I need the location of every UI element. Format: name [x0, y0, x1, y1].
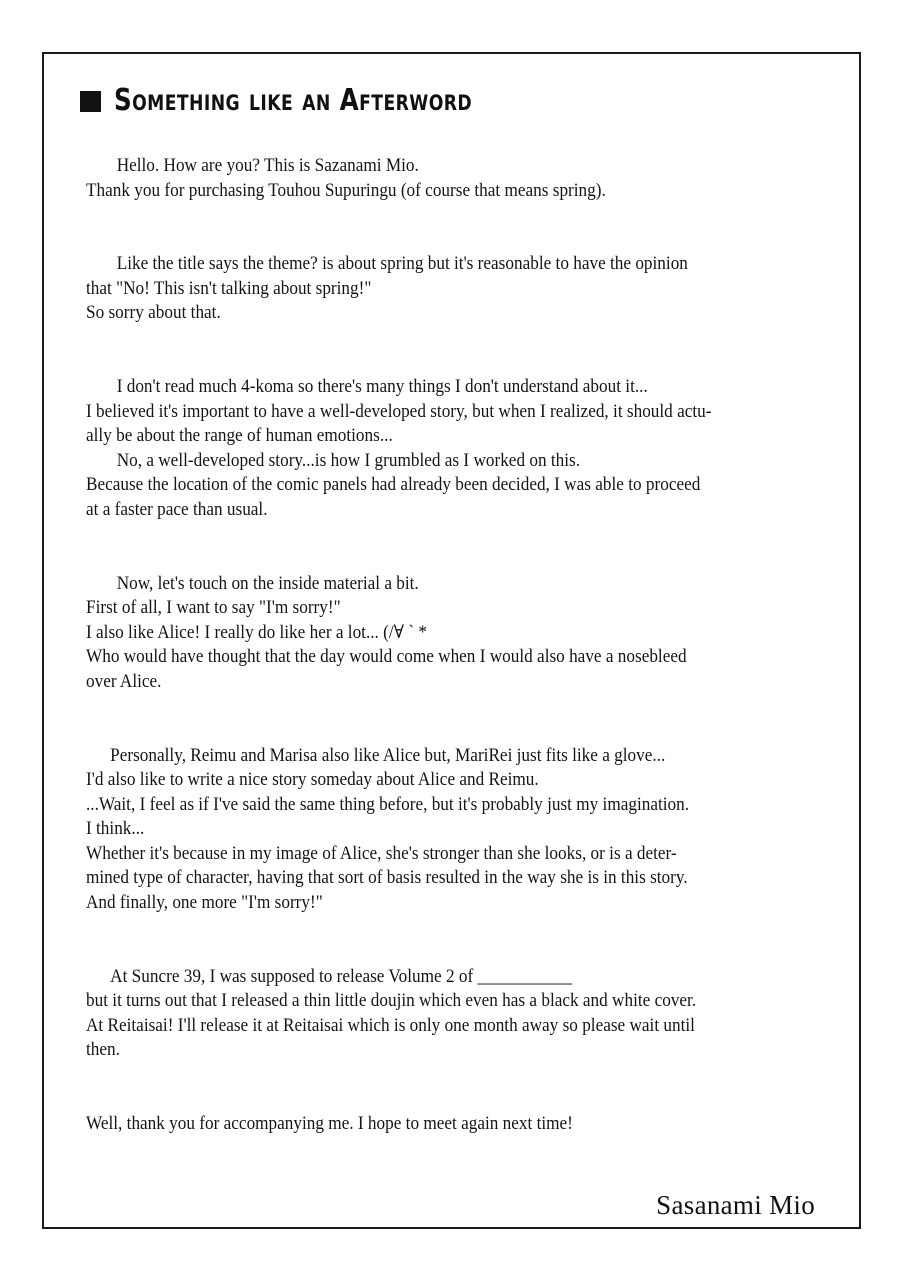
paragraph: [86, 252, 826, 326]
text-line: at a faster pace than usual.: [86, 499, 268, 520]
paragraph: [86, 744, 826, 916]
text-line: And finally, one more "I'm sorry!": [86, 893, 323, 914]
text-line: but it turns out that I released a thin little doujin which even has a black and white cover.: [86, 991, 697, 1012]
paragraph-gap: [86, 916, 826, 965]
text-line: ally be about the range of human emotions...: [86, 426, 393, 447]
text-line: ...Wait, I feel as if I've said the same thing before, but it's probably just my imagination.: [86, 794, 690, 815]
text-line: I think...: [86, 819, 145, 840]
title-row: [80, 80, 551, 120]
text-line: Now, let's touch on the inside material a bit.: [116, 573, 419, 594]
text-line: First of all, I want to say "I'm sorry!": [86, 598, 341, 619]
text-line: I don't read much 4-koma so there's many things I don't understand about it...: [116, 376, 648, 397]
text-line: Personally, Reimu and Marisa also like Alice but, MariRei just fits like a glove...: [110, 745, 666, 766]
text-line: I also like Alice! I really do like her a lot... (/∀ ` *: [86, 622, 428, 643]
paragraph-gap: [86, 523, 826, 572]
text-line: Hello. How are you? This is Sazanami Mio.: [116, 156, 419, 176]
text-line: I believed it's important to have a well-developed story, but when I realized, it should actu-: [86, 401, 712, 422]
paragraph-gap: [86, 326, 826, 375]
text-line: mined type of character, having that sort of basis resulted in the way she is in this story.: [86, 868, 688, 889]
text-line: Because the location of the comic panels had already been decided, I was able to proceed: [86, 475, 701, 496]
text-line: At Suncre 39, I was supposed to release Volume 2 of ___________: [110, 966, 573, 987]
paragraph: [86, 965, 826, 1063]
afterword-body: [86, 154, 826, 1137]
paragraph: [86, 375, 826, 523]
paragraph: [86, 1112, 826, 1137]
text-line: over Alice.: [86, 671, 162, 692]
paragraph: [86, 154, 826, 203]
text-line: I'd also like to write a nice story someday about Alice and Reimu.: [86, 770, 539, 791]
text-line: So sorry about that.: [86, 303, 221, 324]
text-line: At Reitaisai! I'll release it at Reitaisai which is only one month away so please wait until: [86, 1015, 695, 1036]
text-line: No, a well-developed story...is how I grumbled as I worked on this.: [116, 450, 581, 471]
paragraph: [86, 572, 826, 695]
paragraph-gap: [86, 1063, 826, 1112]
page-frame: [42, 52, 861, 1229]
text-line: Who would have thought that the day would come when I would also have a nosebleed: [86, 647, 687, 668]
text-line: that "No! This isn't talking about spring!": [86, 278, 372, 299]
author-signature: Sasanami Mio: [656, 1190, 815, 1220]
paragraph-gap: [86, 695, 826, 744]
text-line: Well, thank you for accompanying me. I hope to meet again next time!: [86, 1114, 573, 1135]
text-line: Whether it's because in my image of Alice, she's stronger than she looks, or is a deter-: [86, 843, 677, 864]
text-line: then.: [86, 1040, 120, 1061]
text-line: Like the title says the theme? is about spring but it's reasonable to have the opinion: [116, 254, 688, 275]
paragraph-gap: [86, 203, 826, 252]
page-title: Something like an Afterword: [114, 82, 473, 118]
black-square-bullet-icon: [80, 91, 101, 112]
text-line: Thank you for purchasing Touhou Supuringu (of course that means spring).: [86, 180, 606, 201]
